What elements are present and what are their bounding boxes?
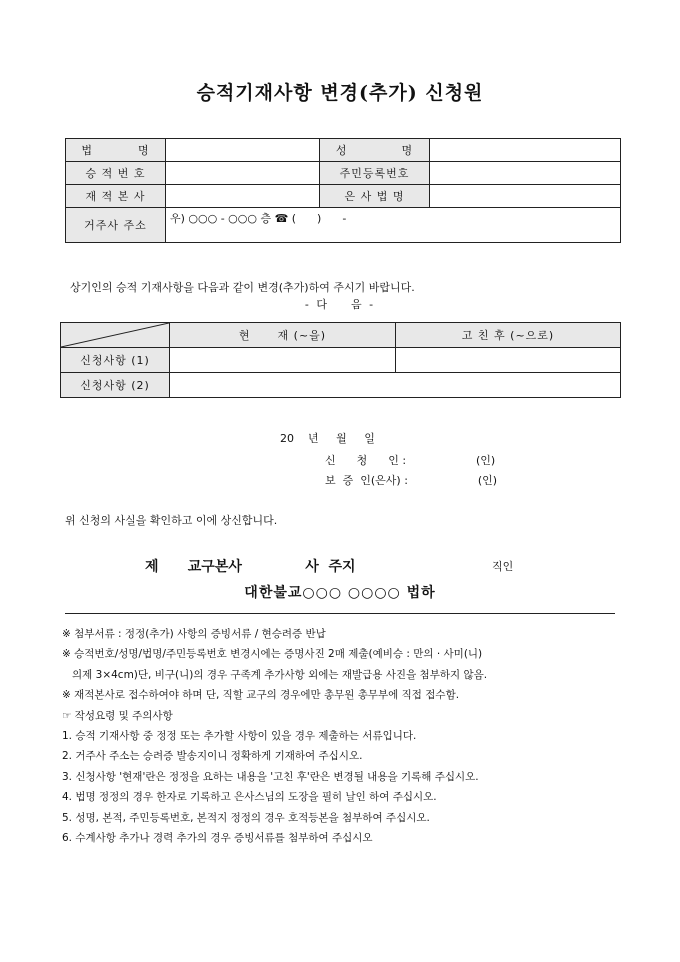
change-request-table — [60, 322, 621, 398]
full-name-field[interactable] — [430, 139, 621, 162]
addressee-line: 대한불교○○○ ○○○○ 법하 — [244, 585, 436, 601]
resident-number-label: 주민등록번호 — [320, 162, 430, 185]
date-line[interactable]: 20 년 월 일 — [280, 432, 375, 445]
note-line: ☞ 작성요령 및 주의사항 — [62, 709, 173, 722]
table-row — [66, 185, 621, 208]
table-row — [61, 373, 621, 398]
monk-registry-number-field[interactable] — [166, 162, 320, 185]
applicant-signature-line[interactable]: 신 청 인 : (인) — [325, 454, 496, 467]
confirmation-text: 위 신청의 사실을 확인하고 이에 상신합니다. — [65, 514, 278, 527]
resident-number-field[interactable] — [430, 162, 621, 185]
guarantor-signature-line[interactable]: 보 증 인(은사) : (인) — [325, 474, 498, 487]
note-line: 1. 승적 기재사항 중 정정 또는 추가할 사항이 있을 경우 제출하는 서류입니다. — [62, 730, 417, 743]
dharma-name-label: 법 명 — [66, 139, 166, 162]
corrected-column-header: 고 친 후 (~으로) — [396, 323, 621, 348]
table-row — [66, 162, 621, 185]
preceptor-name-field[interactable] — [430, 185, 621, 208]
note-line: 의제 3×4cm)단, 비구(니)의 경우 구족계 추가사항 외에는 재발급용 사진을 첨부하지 않음. — [62, 668, 488, 681]
notes-section — [62, 624, 487, 848]
request-intro-text: 상기인의 승적 기재사항을 다음과 같이 변경(추가)하여 주시기 바랍니다. — [70, 281, 415, 294]
table-row — [66, 139, 621, 162]
request-item-2-field[interactable] — [170, 373, 621, 398]
monk-registry-number-label: 승 적 번 호 — [66, 162, 166, 185]
table-row — [61, 348, 621, 373]
request-item-1-current-field[interactable] — [170, 348, 396, 373]
current-column-header: 현 재 (~을) — [170, 323, 396, 348]
residence-address-field[interactable]: 우) ○○○ - ○○○ 층 ☎ ( ) - — [166, 208, 621, 243]
official-seal-label: 직인 — [492, 560, 514, 573]
following-heading: - 다 음 - — [304, 298, 376, 311]
request-item-1-label: 신청사항 (1) — [61, 348, 170, 373]
note-line: ※ 승적번호/성명/법명/주민등록번호 변경시에는 증명사진 2매 제출(예비승 : 만의 · 사미(니) — [62, 648, 483, 661]
home-temple-field[interactable] — [166, 185, 320, 208]
divider — [65, 613, 615, 614]
note-line: 4. 법명 정정의 경우 한자로 기록하고 은사스님의 도장을 필히 날인 하여 주십시오. — [62, 791, 437, 804]
note-line: 6. 수계사항 추가나 경력 추가의 경우 증빙서류를 첨부하여 주십시오 — [62, 832, 373, 845]
diocese-temple-line: 제 교구본사 사 주지 — [145, 559, 356, 575]
home-temple-label: 재 적 본 사 — [66, 185, 166, 208]
diagonal-line — [61, 323, 169, 347]
table-row — [61, 323, 621, 348]
note-line: 2. 거주사 주소는 승려증 발송지이니 정확하게 기재하여 주십시오. — [62, 750, 363, 763]
note-line: ※ 첨부서류 : 정정(추가) 사항의 증빙서류 / 현승려증 반납 — [62, 628, 326, 640]
request-item-2-label: 신청사항 (2) — [61, 373, 170, 398]
form-title: 승적기재사항 변경(추가) 신청원 — [196, 82, 484, 104]
preceptor-name-label: 은 사 법 명 — [320, 185, 430, 208]
note-line: 3. 신청사항 '현재'란은 정정을 요하는 내용을 '고친 후'란은 변경될 내용을 기록해 주십시오. — [62, 770, 479, 783]
request-item-1-corrected-field[interactable] — [396, 348, 621, 373]
note-line: 5. 성명, 본적, 주민등록번호, 본적지 정정의 경우 호적등본을 첨부하여 주십시오. — [62, 811, 430, 824]
note-line: ※ 재적본사로 접수하여야 하며 단, 직할 교구의 경우에만 총무원 총무부에 직접 접수함. — [62, 689, 460, 702]
dharma-name-field[interactable] — [166, 139, 320, 162]
diagonal-header-cell — [61, 323, 170, 348]
table-row — [66, 208, 621, 243]
full-name-label: 성 명 — [320, 139, 430, 162]
residence-address-label: 거주사 주소 — [66, 208, 166, 243]
applicant-info-table — [65, 138, 621, 243]
